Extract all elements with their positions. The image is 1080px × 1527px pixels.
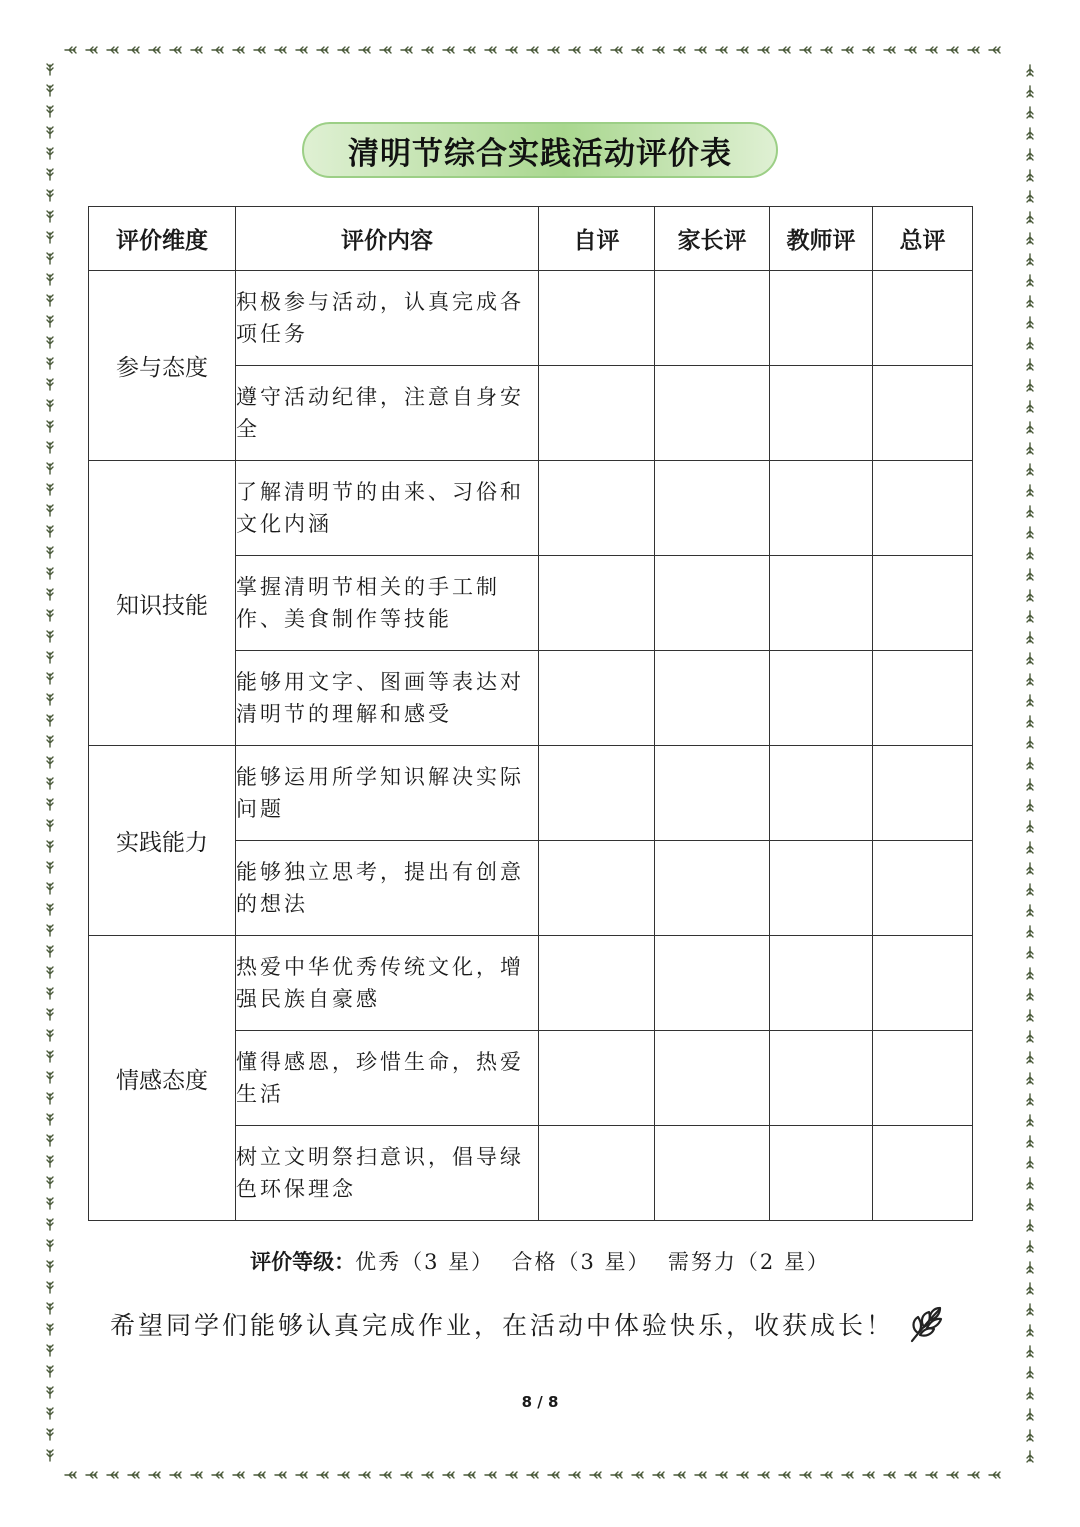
vine-sprig xyxy=(674,47,685,53)
vine-sprig xyxy=(1027,443,1033,454)
table-row xyxy=(89,461,973,556)
vine-sprig xyxy=(1027,884,1033,895)
vine-sprig xyxy=(926,47,937,53)
parent-score-cell[interactable] xyxy=(655,366,770,461)
teacher-score-cell[interactable] xyxy=(770,271,873,366)
header-row xyxy=(89,207,973,271)
vine-sprig xyxy=(47,1198,53,1209)
teacher-score-cell[interactable] xyxy=(770,841,873,936)
vine-sprig xyxy=(47,421,53,432)
vine-sprig xyxy=(47,673,53,684)
vine-sprig xyxy=(338,1472,349,1478)
vine-sprig xyxy=(779,47,790,53)
vine-sprig xyxy=(506,47,517,53)
vine-sprig xyxy=(1027,821,1033,832)
vine-sprig xyxy=(47,148,53,159)
vine-sprig xyxy=(47,1135,53,1146)
vine-sprig xyxy=(47,1156,53,1167)
parent-score-cell[interactable] xyxy=(655,556,770,651)
content-cell: 能够运用所学知识解决实际问题 xyxy=(236,746,539,841)
vine-sprig xyxy=(149,47,160,53)
vine-sprig xyxy=(611,1472,622,1478)
total-score-cell[interactable] xyxy=(873,651,973,746)
vine-sprig xyxy=(1027,317,1033,328)
vine-sprig xyxy=(800,1472,811,1478)
vine-sprig xyxy=(695,47,706,53)
vine-sprig xyxy=(47,715,53,726)
vine-sprig xyxy=(485,1472,496,1478)
vine-sprig xyxy=(401,1472,412,1478)
closing-text: 希望同学们能够认真完成作业，在活动中体验快乐，收获成长！ xyxy=(110,1311,895,1340)
table-row xyxy=(89,746,973,841)
teacher-score-cell[interactable] xyxy=(770,1126,873,1221)
vine-sprig xyxy=(191,1472,202,1478)
vine-sprig xyxy=(170,47,181,53)
vine-sprig xyxy=(47,967,53,978)
self-score-cell[interactable] xyxy=(539,936,655,1031)
vine-sprig xyxy=(47,1177,53,1188)
content-cell: 掌握清明节相关的手工制作、美食制作等技能 xyxy=(236,556,539,651)
total-score-cell[interactable] xyxy=(873,461,973,556)
vine-sprig xyxy=(758,47,769,53)
vine-sprig xyxy=(47,820,53,831)
vine-sprig xyxy=(1027,1115,1033,1126)
vine-sprig xyxy=(47,127,53,138)
vine-sprig xyxy=(47,1366,53,1377)
vine-sprig xyxy=(1027,65,1033,76)
vine-sprig xyxy=(1027,170,1033,181)
parent-score-cell[interactable] xyxy=(655,461,770,556)
vine-sprig xyxy=(1027,485,1033,496)
vine-sprig xyxy=(464,47,475,53)
vine-sprig xyxy=(47,211,53,222)
dimension-cell: 情感态度 xyxy=(89,936,236,1221)
vine-sprig xyxy=(47,757,53,768)
leaf-icon xyxy=(906,1303,948,1345)
vine-sprig xyxy=(1027,947,1033,958)
vine-sprig xyxy=(422,1472,433,1478)
page-number: 8 / 8 xyxy=(521,1393,559,1411)
vine-sprig xyxy=(47,1429,53,1440)
vine-sprig xyxy=(47,862,53,873)
content-cell: 树立文明祭扫意识，倡导绿色环保理念 xyxy=(236,1126,539,1221)
vine-sprig xyxy=(338,47,349,53)
vine-sprig xyxy=(1027,905,1033,916)
page-title: 清明节综合实践活动评价表 xyxy=(348,135,732,172)
vine-sprig xyxy=(1027,1430,1033,1441)
vine-sprig xyxy=(758,1472,769,1478)
vine-sprig xyxy=(1027,254,1033,265)
self-score-cell[interactable] xyxy=(539,1126,655,1221)
content-cell: 了解清明节的由来、习俗和文化内涵 xyxy=(236,461,539,556)
vine-sprig xyxy=(1027,1010,1033,1021)
header-content: 评价内容 xyxy=(236,207,539,271)
vine-sprig xyxy=(1027,1199,1033,1210)
content-cell: 能够独立思考，提出有创意的想法 xyxy=(236,841,539,936)
parent-score-cell[interactable] xyxy=(655,936,770,1031)
vine-sprig xyxy=(233,1472,244,1478)
teacher-score-cell[interactable] xyxy=(770,746,873,841)
vine-sprig xyxy=(47,694,53,705)
vine-sprig xyxy=(275,47,286,53)
vine-sprig xyxy=(47,736,53,747)
self-score-cell[interactable] xyxy=(539,841,655,936)
vine-sprig xyxy=(47,232,53,243)
title-banner xyxy=(302,122,778,178)
vine-sprig xyxy=(317,47,328,53)
vine-sprig xyxy=(422,47,433,53)
vine-sprig xyxy=(1027,1283,1033,1294)
parent-score-cell[interactable] xyxy=(655,1031,770,1126)
vine-sprig xyxy=(47,379,53,390)
dimension-cell: 实践能力 xyxy=(89,746,236,936)
vine-sprig xyxy=(1027,275,1033,286)
vine-sprig xyxy=(1027,674,1033,685)
parent-score-cell[interactable] xyxy=(655,271,770,366)
vine-sprig xyxy=(47,610,53,621)
rating-levels xyxy=(0,1246,1080,1276)
vine-sprig xyxy=(47,1219,53,1230)
parent-score-cell[interactable] xyxy=(655,1126,770,1221)
vine-sprig xyxy=(47,1303,53,1314)
vine-sprig xyxy=(1027,1325,1033,1336)
vine-sprig xyxy=(47,589,53,600)
vine-sprig xyxy=(212,47,223,53)
header-parent: 家长评 xyxy=(655,207,770,271)
vine-sprig xyxy=(1027,1073,1033,1084)
vine-sprig xyxy=(674,1472,685,1478)
header-total: 总评 xyxy=(873,207,973,271)
vine-sprig xyxy=(47,442,53,453)
self-score-cell[interactable] xyxy=(539,461,655,556)
header-dimension: 评价维度 xyxy=(89,207,236,271)
vine-sprig xyxy=(527,47,538,53)
vine-sprig xyxy=(653,1472,664,1478)
vine-sprig xyxy=(527,1472,538,1478)
vine-sprig xyxy=(548,47,559,53)
vine-sprig xyxy=(1027,107,1033,118)
header-self: 自评 xyxy=(539,207,655,271)
vine-sprig xyxy=(548,1472,559,1478)
vine-sprig xyxy=(821,47,832,53)
vine-sprig xyxy=(170,1472,181,1478)
vine-sprig xyxy=(296,47,307,53)
self-score-cell[interactable] xyxy=(539,651,655,746)
evaluation-table xyxy=(88,206,973,1221)
vine-sprig xyxy=(1027,401,1033,412)
vine-sprig xyxy=(884,47,895,53)
vine-sprig xyxy=(1027,758,1033,769)
vine-sprig xyxy=(1027,380,1033,391)
total-score-cell[interactable] xyxy=(873,936,973,1031)
content-cell: 积极参与活动，认真完成各项任务 xyxy=(236,271,539,366)
vine-sprig xyxy=(233,47,244,53)
teacher-score-cell[interactable] xyxy=(770,556,873,651)
vine-sprig xyxy=(1027,1178,1033,1189)
rating-values: 优秀（3 星） 合格（3 星） 需努力（2 星） xyxy=(355,1250,830,1274)
vine-sprig xyxy=(1027,590,1033,601)
vine-sprig xyxy=(47,988,53,999)
vine-sprig xyxy=(380,1472,391,1478)
vine-sprig xyxy=(863,1472,874,1478)
total-score-cell[interactable] xyxy=(873,746,973,841)
vine-sprig xyxy=(107,47,118,53)
vine-sprig xyxy=(359,47,370,53)
vine-sprig xyxy=(779,1472,790,1478)
vine-sprig xyxy=(47,547,53,558)
vine-sprig xyxy=(47,841,53,852)
vine-sprig xyxy=(86,47,97,53)
closing-message xyxy=(110,1304,948,1344)
vine-sprig xyxy=(47,799,53,810)
vine-sprig xyxy=(47,190,53,201)
vine-sprig xyxy=(212,1472,223,1478)
vine-sprig xyxy=(47,1345,53,1356)
teacher-score-cell[interactable] xyxy=(770,366,873,461)
vine-sprig xyxy=(1027,800,1033,811)
vine-sprig xyxy=(1027,695,1033,706)
total-score-cell[interactable] xyxy=(873,556,973,651)
vine-sprig xyxy=(716,1472,727,1478)
vine-sprig xyxy=(569,47,580,53)
total-score-cell[interactable] xyxy=(873,1126,973,1221)
content-cell: 遵守活动纪律，注意自身安全 xyxy=(236,366,539,461)
vine-sprig xyxy=(47,106,53,117)
vine-sprig xyxy=(47,1030,53,1041)
vine-sprig xyxy=(590,47,601,53)
vine-sprig xyxy=(254,47,265,53)
total-score-cell[interactable] xyxy=(873,366,973,461)
vine-sprig xyxy=(1027,1052,1033,1063)
vine-sprig xyxy=(1027,968,1033,979)
vine-sprig xyxy=(1027,548,1033,559)
vine-sprig xyxy=(1027,716,1033,727)
vine-sprig xyxy=(1027,86,1033,97)
vine-sprig xyxy=(443,47,454,53)
total-score-cell[interactable] xyxy=(873,841,973,936)
vine-sprig xyxy=(653,47,664,53)
vine-sprig xyxy=(47,295,53,306)
vine-sprig xyxy=(506,1472,517,1478)
vine-sprig xyxy=(1027,1367,1033,1378)
vine-sprig xyxy=(47,253,53,264)
vine-sprig xyxy=(107,1472,118,1478)
vine-sprig xyxy=(149,1472,160,1478)
vine-sprig xyxy=(275,1472,286,1478)
vine-sprig xyxy=(47,169,53,180)
vine-sprig xyxy=(1027,863,1033,874)
teacher-score-cell[interactable] xyxy=(770,936,873,1031)
vine-sprig xyxy=(1027,1451,1033,1462)
vine-sprig xyxy=(716,47,727,53)
vine-sprig xyxy=(947,47,958,53)
vine-sprig xyxy=(47,1072,53,1083)
vine-sprig xyxy=(569,1472,580,1478)
teacher-score-cell[interactable] xyxy=(770,461,873,556)
content-cell: 热爱中华优秀传统文化，增强民族自豪感 xyxy=(236,936,539,1031)
vine-sprig xyxy=(1027,611,1033,622)
vine-sprig xyxy=(47,526,53,537)
vine-sprig xyxy=(1027,569,1033,580)
vine-sprig xyxy=(968,47,979,53)
vine-sprig xyxy=(884,1472,895,1478)
vine-sprig xyxy=(632,1472,643,1478)
vine-sprig xyxy=(1027,128,1033,139)
vine-sprig xyxy=(1027,149,1033,160)
vine-sprig xyxy=(1027,779,1033,790)
vine-sprig xyxy=(380,47,391,53)
vine-sprig xyxy=(863,47,874,53)
vine-sprig xyxy=(947,1472,958,1478)
self-score-cell[interactable] xyxy=(539,1031,655,1126)
vine-sprig xyxy=(47,85,53,96)
vine-sprig xyxy=(1027,1220,1033,1231)
vine-sprig xyxy=(1027,464,1033,475)
header-teacher: 教师评 xyxy=(770,207,873,271)
vine-sprig xyxy=(695,1472,706,1478)
vine-sprig xyxy=(47,1450,53,1461)
teacher-score-cell[interactable] xyxy=(770,1031,873,1126)
vine-sprig xyxy=(254,1472,265,1478)
parent-score-cell[interactable] xyxy=(655,746,770,841)
vine-sprig xyxy=(1027,359,1033,370)
self-score-cell[interactable] xyxy=(539,271,655,366)
vine-sprig xyxy=(1027,1031,1033,1042)
vine-sprig xyxy=(485,47,496,53)
vine-sprig xyxy=(632,47,643,53)
vine-sprig xyxy=(1027,296,1033,307)
vine-sprig xyxy=(590,1472,601,1478)
vine-sprig xyxy=(47,1093,53,1104)
vine-sprig xyxy=(47,946,53,957)
vine-sprig xyxy=(317,1472,328,1478)
vine-sprig xyxy=(128,47,139,53)
vine-sprig xyxy=(47,568,53,579)
vine-sprig xyxy=(47,358,53,369)
vine-sprig xyxy=(737,47,748,53)
vine-sprig xyxy=(47,274,53,285)
vine-sprig xyxy=(1027,233,1033,244)
vine-sprig xyxy=(47,337,53,348)
vine-sprig xyxy=(1027,842,1033,853)
vine-sprig xyxy=(1027,506,1033,517)
vine-sprig xyxy=(842,1472,853,1478)
vine-sprig xyxy=(47,631,53,642)
content-cell: 能够用文字、图画等表达对清明节的理解和感受 xyxy=(236,651,539,746)
vine-sprig xyxy=(47,316,53,327)
vine-sprig xyxy=(47,925,53,936)
vine-sprig xyxy=(842,47,853,53)
self-score-cell[interactable] xyxy=(539,746,655,841)
vine-sprig xyxy=(47,400,53,411)
vine-sprig xyxy=(611,47,622,53)
vine-sprig xyxy=(1027,737,1033,748)
vine-sprig xyxy=(47,463,53,474)
dimension-cell: 知识技能 xyxy=(89,461,236,746)
dimension-cell: 参与态度 xyxy=(89,271,236,461)
vine-sprig xyxy=(1027,1136,1033,1147)
vine-sprig xyxy=(905,47,916,53)
vine-sprig xyxy=(926,1472,937,1478)
teacher-score-cell[interactable] xyxy=(770,651,873,746)
vine-sprig xyxy=(65,47,76,53)
vine-sprig xyxy=(401,47,412,53)
vine-sprig xyxy=(47,505,53,516)
vine-sprig xyxy=(1027,422,1033,433)
vine-sprig xyxy=(191,47,202,53)
vine-sprig xyxy=(359,1472,370,1478)
vine-sprig xyxy=(1027,527,1033,538)
vine-sprig xyxy=(1027,1304,1033,1315)
table-row xyxy=(89,271,973,366)
vine-sprig xyxy=(47,1051,53,1062)
vine-sprig xyxy=(905,1472,916,1478)
vine-sprig xyxy=(1027,1346,1033,1357)
vine-sprig xyxy=(47,64,53,75)
self-score-cell[interactable] xyxy=(539,366,655,461)
vine-sprig xyxy=(800,47,811,53)
self-score-cell[interactable] xyxy=(539,556,655,651)
total-score-cell[interactable] xyxy=(873,271,973,366)
rating-label: 评价等级： xyxy=(250,1250,356,1274)
vine-sprig xyxy=(443,1472,454,1478)
vine-sprig xyxy=(989,47,1000,53)
vine-sprig xyxy=(1027,212,1033,223)
vine-sprig xyxy=(47,904,53,915)
table-row xyxy=(89,936,973,1031)
vine-sprig xyxy=(1027,1094,1033,1105)
vine-sprig xyxy=(737,1472,748,1478)
vine-sprig xyxy=(968,1472,979,1478)
content-cell: 懂得感恩，珍惜生命，热爱生活 xyxy=(236,1031,539,1126)
vine-sprig xyxy=(296,1472,307,1478)
vine-sprig xyxy=(1027,926,1033,937)
vine-sprig xyxy=(86,1472,97,1478)
vine-sprig xyxy=(128,1472,139,1478)
total-score-cell[interactable] xyxy=(873,1031,973,1126)
vine-sprig xyxy=(1027,191,1033,202)
vine-sprig xyxy=(47,1009,53,1020)
vine-sprig xyxy=(1027,989,1033,1000)
vine-sprig xyxy=(47,883,53,894)
vine-sprig xyxy=(47,1114,53,1125)
vine-sprig xyxy=(1027,653,1033,664)
parent-score-cell[interactable] xyxy=(655,841,770,936)
vine-sprig xyxy=(47,1324,53,1335)
vine-sprig xyxy=(65,1472,76,1478)
vine-sprig xyxy=(989,1472,1000,1478)
vine-sprig xyxy=(47,1282,53,1293)
vine-sprig xyxy=(1027,1157,1033,1168)
vine-sprig xyxy=(464,1472,475,1478)
vine-sprig xyxy=(1027,632,1033,643)
vine-sprig xyxy=(47,484,53,495)
vine-sprig xyxy=(47,652,53,663)
parent-score-cell[interactable] xyxy=(655,651,770,746)
vine-sprig xyxy=(47,778,53,789)
vine-sprig xyxy=(821,1472,832,1478)
vine-sprig xyxy=(1027,338,1033,349)
